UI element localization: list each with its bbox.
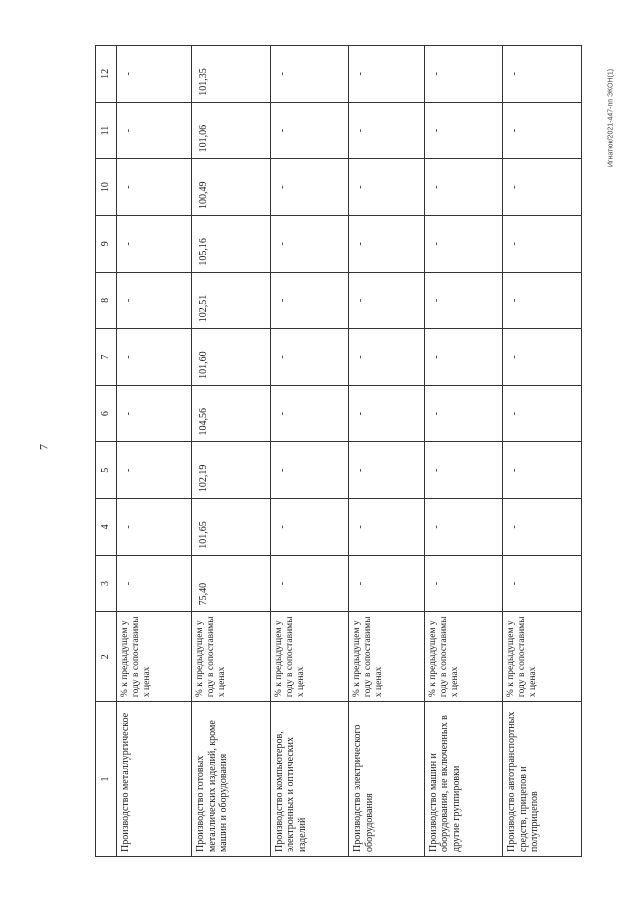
value-cell: - [424,555,503,612]
header-cell: 8 [96,272,117,329]
value-cell: - [117,555,192,612]
value-cell: - [270,385,349,442]
value-cell: - [270,159,349,216]
row-unit: % к предыдущем у году в сопоставимы х ценах [424,612,503,702]
value-cell: - [349,102,424,159]
header-cell: 10 [96,159,117,216]
rotated-table [95,45,582,857]
value-cell: - [117,442,192,499]
row-name: Производство готовых металлических изделий, кроме машин и оборудования [192,702,271,857]
header-cell: 9 [96,215,117,272]
row-name: Производство компьютеров, электронных и оптических изделий [270,702,349,857]
value-cell: - [503,46,582,103]
value-cell: 75,40 [192,555,271,612]
row-unit: % к предыдущем у году в сопоставимы х ценах [503,612,582,702]
value-cell: - [424,442,503,499]
header-cell: 11 [96,102,117,159]
value-cell: - [270,272,349,329]
value-cell: - [270,329,349,386]
value-cell: - [270,499,349,556]
value-cell: - [117,215,192,272]
table-row [270,46,349,857]
header-cell: 5 [96,442,117,499]
header-cell: 1 [96,702,117,857]
row-name: Производство машин и оборудования, не включенных в другие группировки [424,702,503,857]
header-cell: 2 [96,612,117,702]
value-cell: 102,19 [192,442,271,499]
table-header-row [96,46,117,857]
value-cell: - [270,46,349,103]
value-cell: - [270,555,349,612]
value-cell: - [503,555,582,612]
table-row [192,46,271,857]
value-cell: - [503,385,582,442]
value-cell: - [117,102,192,159]
value-cell: - [424,272,503,329]
row-unit: % к предыдущем у году в сопоставимы х ценах [349,612,424,702]
value-cell: - [349,329,424,386]
value-cell: - [349,215,424,272]
value-cell: - [117,499,192,556]
value-cell: - [503,102,582,159]
value-cell: 105,16 [192,215,271,272]
value-cell: 101,65 [192,499,271,556]
value-cell: - [349,272,424,329]
value-cell: - [117,159,192,216]
row-unit: % к предыдущем у году в сопоставимы х ценах [192,612,271,702]
value-cell: - [349,499,424,556]
value-cell: - [503,272,582,329]
value-cell: - [270,442,349,499]
row-unit: % к предыдущем у году в сопоставимы х ценах [117,612,192,702]
table-row [424,46,503,857]
value-cell: - [117,272,192,329]
value-cell: - [503,215,582,272]
value-cell: - [117,329,192,386]
header-cell: 6 [96,385,117,442]
value-cell: - [424,499,503,556]
document-watermark: Игнатюк/2021-447-пп ЭКОН(1) [607,68,615,168]
value-cell: - [424,385,503,442]
header-cell: 12 [96,46,117,103]
value-cell: 101,60 [192,329,271,386]
value-cell: - [503,329,582,386]
value-cell: - [270,215,349,272]
table-container [95,45,582,857]
value-cell: - [503,159,582,216]
value-cell: 101,06 [192,102,271,159]
value-cell: 101,35 [192,46,271,103]
value-cell: - [349,159,424,216]
row-unit: % к предыдущем у году в сопоставимы х ценах [270,612,349,702]
table-row [117,46,192,857]
value-cell: - [349,555,424,612]
value-cell: - [503,442,582,499]
value-cell: - [349,46,424,103]
statistics-table [95,45,582,857]
value-cell: - [424,159,503,216]
header-cell: 4 [96,499,117,556]
value-cell: - [117,385,192,442]
value-cell: 104,56 [192,385,271,442]
value-cell: - [349,385,424,442]
value-cell: - [424,46,503,103]
value-cell: - [270,102,349,159]
table-row [349,46,424,857]
value-cell: - [349,442,424,499]
header-cell: 3 [96,555,117,612]
value-cell: - [424,102,503,159]
value-cell: - [503,499,582,556]
value-cell: - [424,215,503,272]
value-cell: 102,51 [192,272,271,329]
row-name: Производство электрического оборудования [349,702,424,857]
row-name: Производство автотранспортных средств, прицепов и полуприцепов [503,702,582,857]
value-cell: - [424,329,503,386]
header-cell: 7 [96,329,117,386]
table-row [503,46,582,857]
value-cell: 100,49 [192,159,271,216]
row-name: Производство металлургическое [117,702,192,857]
page-number: 7 [36,444,51,450]
value-cell: - [117,46,192,103]
